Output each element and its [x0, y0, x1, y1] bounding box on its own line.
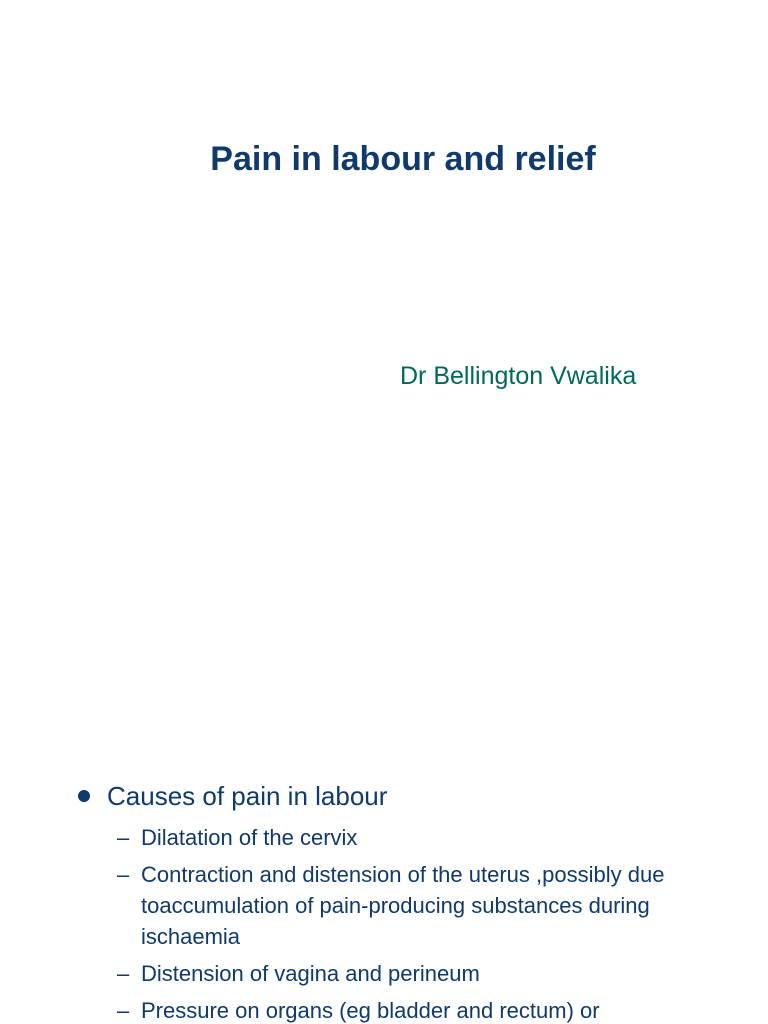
dash-icon: –: [117, 961, 130, 986]
sub-bullet-item: [117, 822, 717, 853]
sub-bullet-item: [117, 859, 717, 952]
sub-bullet-text: Contraction and distension of the uterus ,possibly due toaccumulation of pain-producing substances during ischaemia: [141, 862, 665, 949]
sub-bullet-text: Distension of vagina and perineum: [141, 961, 480, 986]
bullet-text: Causes of pain in labour: [107, 781, 388, 811]
dash-icon: –: [117, 825, 130, 850]
slide-title: Pain in labour and relief: [210, 140, 596, 178]
sub-bullet-list: [117, 822, 717, 1024]
slide-author: Dr Bellington Vwalika: [400, 362, 637, 390]
sub-bullet-text: Dilatation of the cervix: [141, 825, 358, 850]
sub-bullet-item: [117, 958, 717, 989]
bullet-dot-icon: [78, 790, 90, 802]
dash-icon: –: [117, 998, 130, 1023]
sub-bullet-item: [117, 995, 717, 1024]
dash-icon: –: [117, 862, 130, 887]
sub-bullet-text: Pressure on organs (eg bladder and rectum) or: [141, 998, 600, 1023]
